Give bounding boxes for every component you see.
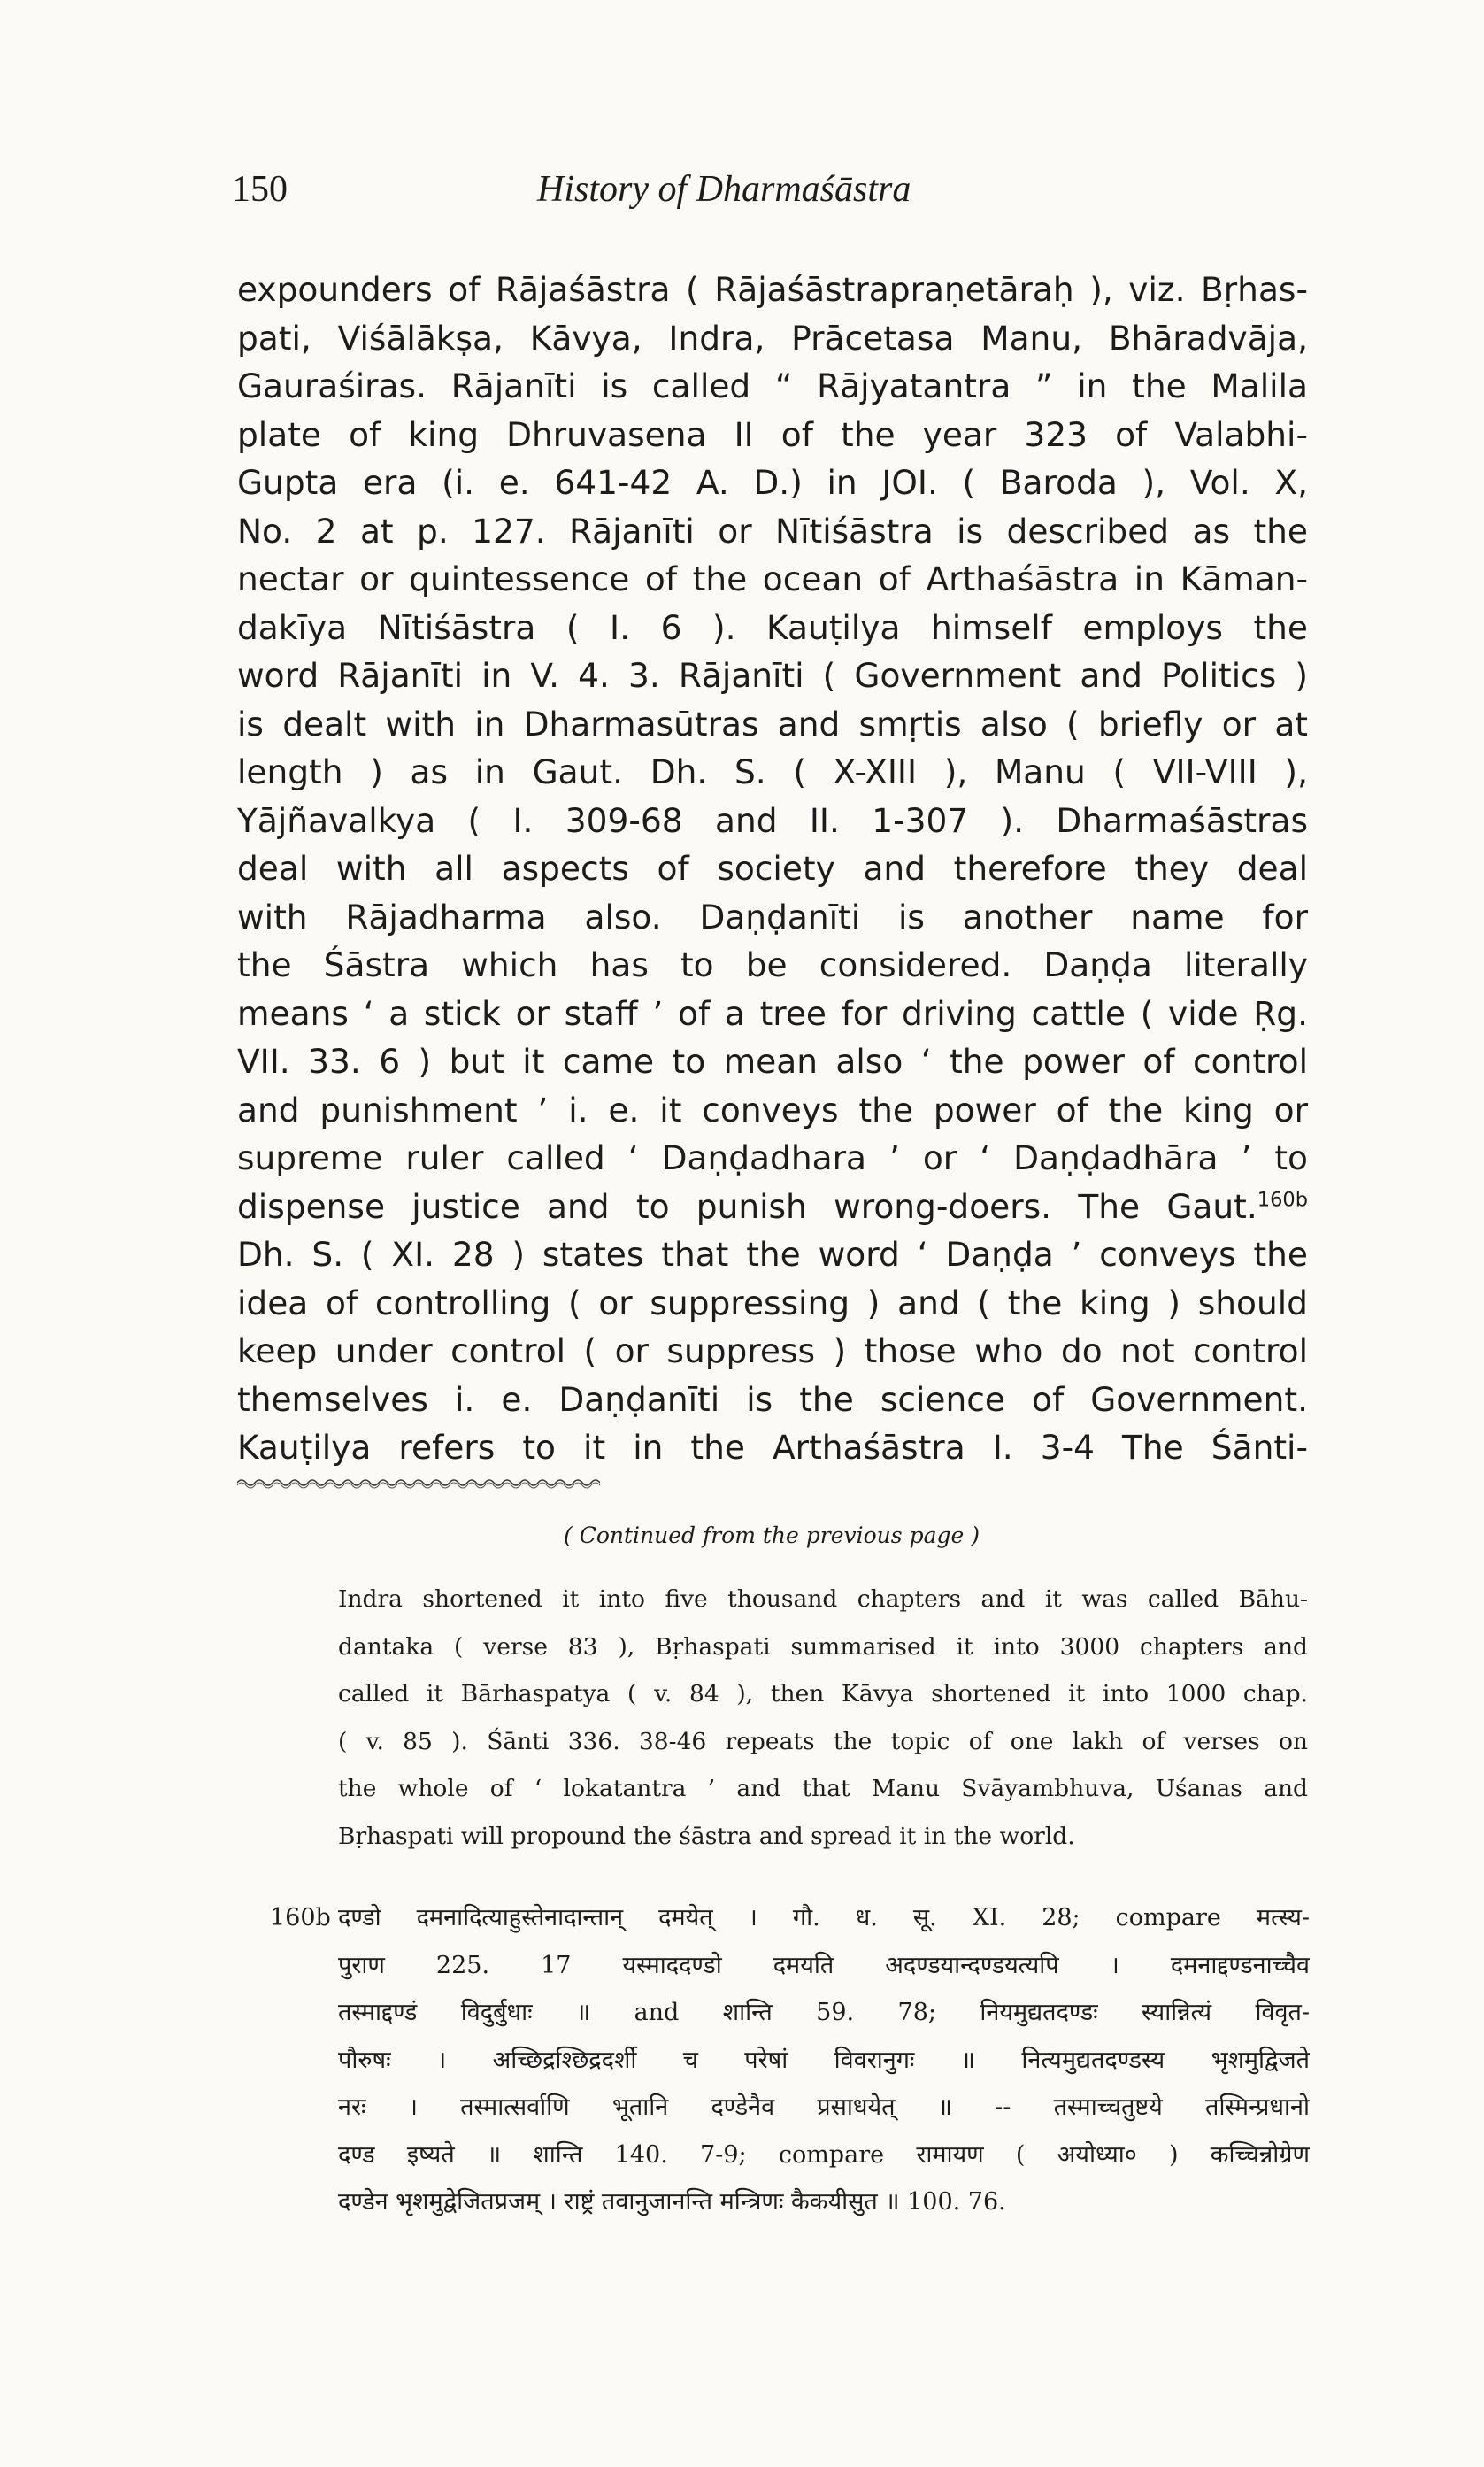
text-line: word Rājanīti in V. 4. 3. Rājanīti ( Government and Politics ) (237, 656, 1308, 695)
text-line: with Rājadharma also. Daṇḍanīti is another name for (237, 897, 1308, 937)
footnote-line: पौरुषः । अच्छिद्रश्छिद्रदर्शी च परेषां विवरानुगः ॥ नित्यमुद्यतदण्डस्य भृशमुद्विजते (338, 2046, 1310, 2074)
footnote-line: दण्डेन भृशमुद्वेजितप्रजम् । राष्ट्रं तवानुजानन्ति मन्त्रिणः कैकयीसुत ॥ 100. 76. (338, 2188, 1006, 2216)
page-number: 150 (232, 169, 288, 210)
footnote-continued (338, 1576, 1308, 1860)
text-line: means ‘ a stick or staff ’ of a tree for driving cattle ( vide Ṛg. (237, 993, 1308, 1033)
footnote-marker: 160b (270, 1904, 331, 1931)
footnote-160b (270, 1894, 1310, 2226)
footnote-line: दण्डो दमनादित्याहुस्तेनादान्तान् दमयेत् । गौ. ध. सू. XI. 28; compare मत्स्य- (338, 1904, 1310, 1931)
text-line: Gupta era (i. e. 641-42 A. D.) in JOI. ( Baroda ), Vol. X, (237, 463, 1308, 502)
footnote-line: Bṛhaspati will propound the śāstra and spread it in the world. (338, 1822, 1075, 1850)
footnote-line: पुराण 225. 17 यस्माददण्डो दमयति अदण्डयान्दण्डयत्यपि । दमनाद्दण्डनाच्चैव (338, 1951, 1310, 1979)
text-line: expounders of Rājaśāstra ( Rājaśāstrapraṇetāraḥ ), viz. Bṛhas- (237, 270, 1308, 309)
footnote-line: तस्माद्दण्डं विदुर्बुधाः ॥ and शान्ति 59. 78; नियमुद्यतदण्डः स्यान्नित्यं विवृत- (338, 1999, 1310, 2026)
text-line: idea of controlling ( or suppressing ) and ( the king ) should (237, 1283, 1308, 1322)
text-line: plate of king Dhruvasena II of the year 323 of Valabhi- (237, 414, 1308, 454)
text-line-with-footnote-ref (237, 1183, 1308, 1231)
running-title: History of Dharmaśāstra (537, 169, 911, 210)
footnote-line: दण्ड इष्यते ॥ शान्ति 140. 7-9; compare रामायण ( अयोध्या० ) कच्चिन्नोग्रेण (338, 2140, 1310, 2169)
text-line: Dh. S. ( XI. 28 ) states that the word ‘ Daṇḍa ’ conveys the (237, 1235, 1308, 1274)
text-line: keep under control ( or suppress ) those who do not control (237, 1331, 1308, 1370)
footnote-line: Indra shortened it into five thousand chapters and it was called Bāhu- (338, 1585, 1308, 1613)
text-line: Kauṭilya refers to it in the Arthaśāstra I. 3-4 The Śānti- (237, 1428, 1308, 1467)
footnote-separator-rule (237, 1476, 600, 1489)
text-line: nectar or quintessence of the ocean of Arthaśāstra in Kāman- (237, 559, 1308, 598)
text-line: themselves i. e. Daṇḍanīti is the science of Government. (237, 1379, 1308, 1419)
text-line: and punishment ’ i. e. it conveys the power of the king or (237, 1090, 1308, 1129)
continued-note: ( Continued from the previous page ) (564, 1523, 980, 1548)
text-line: supreme ruler called ‘ Daṇḍadhara ’ or ‘ Daṇḍadhāra ’ to (237, 1138, 1308, 1177)
footnote-line: called it Bārhaspatya ( v. 84 ), then Kāvya shortened it into 1000 chap. (338, 1680, 1308, 1708)
text-line: deal with all aspects of society and therefore they deal (237, 849, 1308, 888)
text-line: is dealt with in Dharmasūtras and smṛtis also ( briefly or at (237, 704, 1308, 744)
text-line: Gauraśiras. Rājanīti is called “ Rājyatantra ” in the Malila (237, 366, 1308, 405)
text-line: Yājñavalkya ( I. 309-68 and II. 1-307 ). Dharmaśāstras (237, 800, 1308, 840)
text-line: the Śāstra which has to be considered. Daṇḍa literally (237, 945, 1308, 984)
footnote-ref-160b: 160b (1257, 1188, 1308, 1211)
footnote-line: ( v. 85 ). Śānti 336. 38-46 repeats the topic of one lakh of verses on (338, 1727, 1308, 1755)
footnote-line: the whole of ‘ lokatantra ’ and that Manu Svāyambhuva, Uśanas and (338, 1775, 1308, 1802)
text-line: VII. 33. 6 ) but it came to mean also ‘ the power of control (237, 1042, 1308, 1081)
text-line: dispense justice and to punish wrong-doers. The Gaut. (237, 1186, 1257, 1226)
footnote-line: dantaka ( verse 83 ), Bṛhaspati summarised it into 3000 chapters and (338, 1632, 1308, 1661)
footnote-body (338, 1894, 1310, 2226)
page-header (232, 168, 1311, 221)
footnote-line: नरः । तस्मात्सर्वाणि भूतानि दण्डेनैव प्रसाधयेत् ॥ -- तस्माच्चतुष्टये तस्मिन्प्रधानो (338, 2093, 1310, 2121)
text-line: dakīya Nītiśāstra ( I. 6 ). Kauṭilya himself employs the (237, 607, 1308, 647)
text-line: length ) as in Gaut. Dh. S. ( X-XIII ), Manu ( VII-VIII ), (237, 752, 1308, 791)
text-line: No. 2 at p. 127. Rājanīti or Nītiśāstra is described as the (237, 511, 1308, 551)
main-text (237, 266, 1308, 1472)
text-line: pati, Viśālākṣa, Kāvya, Indra, Prācetasa Manu, Bhāradvāja, (237, 318, 1308, 358)
